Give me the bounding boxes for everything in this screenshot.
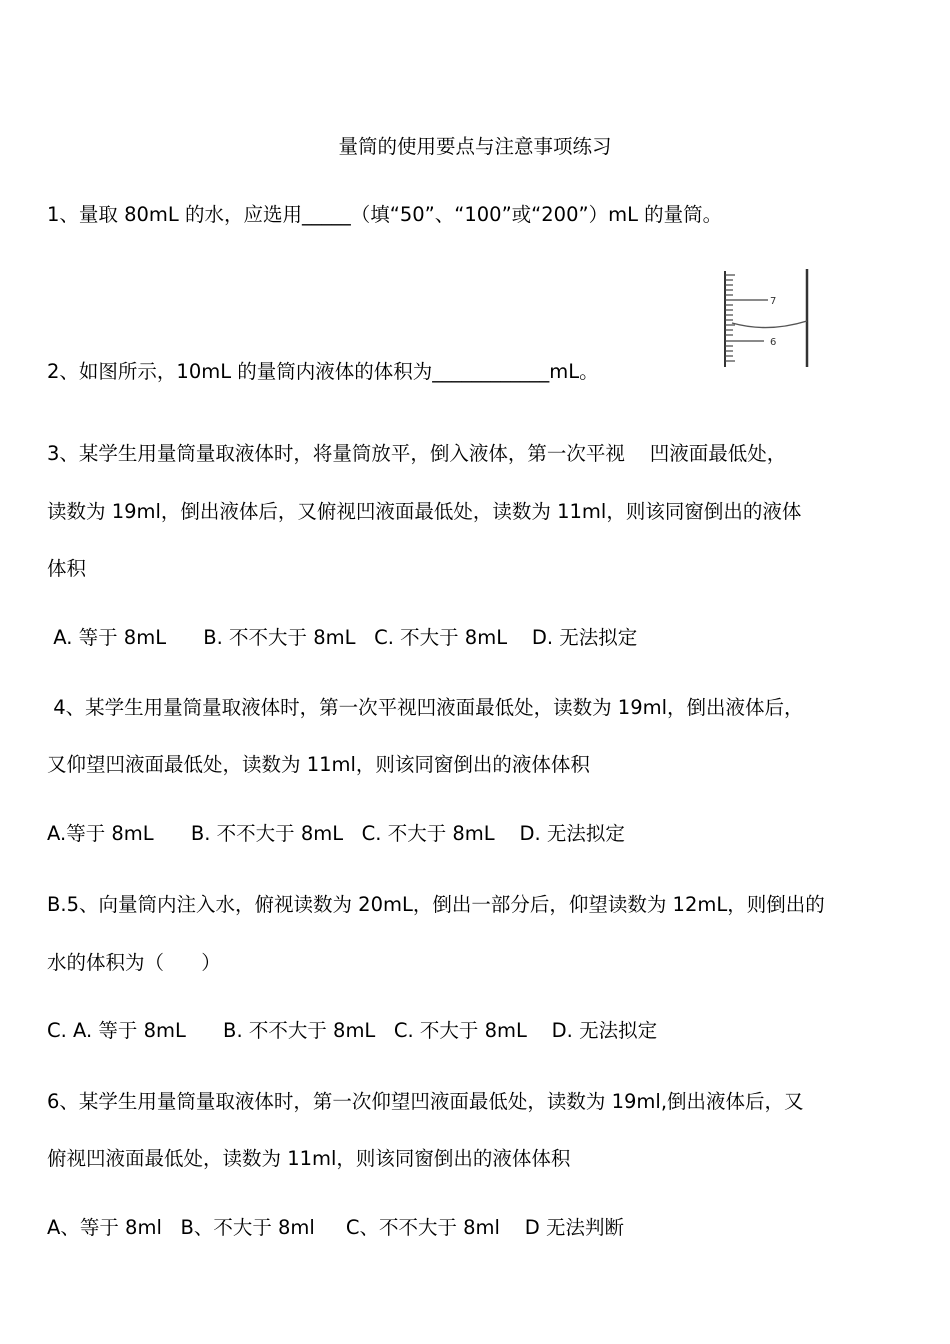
scale-label-lower: 6	[770, 337, 777, 348]
question-4-line-1: 4、某学生用量筒量取液体时，第一次平视凹液面最低处，读数为 19ml，倒出液体后，	[47, 696, 804, 719]
question-5-line-2: 水的体积为（ ）	[47, 951, 221, 974]
page-title: 量筒的使用要点与注意事项练习	[338, 135, 612, 158]
graduated-cylinder-figure	[718, 265, 814, 371]
question-6-options: A、等于 8ml B、不大于 8ml C、不不大于 8ml D 无法判断	[47, 1216, 624, 1239]
scale-label-upper: 7	[770, 296, 777, 307]
question-6-line-1: 6、某学生用量筒量取液体时，第一次仰望凹液面最低处，读数为 19ml,倒出液体后，又	[47, 1090, 804, 1113]
question-2: 2、如图所示，10mL 的量筒内液体的体积为____________mL。	[47, 360, 599, 383]
question-1: 1、量取 80mL 的水，应选用_____（填“50”、“100”或“200”）mL 的量筒。	[47, 203, 723, 226]
question-5-line-1: B.5、向量筒内注入水，俯视读数为 20mL，倒出一部分后，仰望读数为 12mL，则倒出的	[47, 893, 825, 916]
question-4-line-2: 又仰望凹液面最低处，读数为 11ml，则该同窗倒出的液体体积	[47, 753, 590, 776]
question-6-line-2: 俯视凹液面最低处，读数为 11ml，则该同窗倒出的液体体积	[47, 1147, 571, 1170]
question-3-line-2: 读数为 19ml，倒出液体后，又俯视凹液面最低处，读数为 11ml，则该同窗倒出的液体	[47, 500, 802, 523]
question-3-line-3: 体积	[47, 557, 87, 580]
question-5-options: C. A. 等于 8mL B. 不不大于 8mL C. 不大于 8mL D. 无法拟定	[47, 1019, 658, 1042]
liquid-meniscus	[732, 321, 807, 328]
question-3-options: A. 等于 8mL B. 不不大于 8mL C. 不大于 8mL D. 无法拟定	[47, 626, 638, 649]
question-4-options: A.等于 8mL B. 不不大于 8mL C. 不大于 8mL D. 无法拟定	[47, 822, 625, 845]
question-3-line-1: 3、某学生用量筒量取液体时，将量筒放平，倒入液体，第一次平视 凹液面最低处，	[47, 442, 787, 465]
scale-ticks	[725, 275, 768, 361]
